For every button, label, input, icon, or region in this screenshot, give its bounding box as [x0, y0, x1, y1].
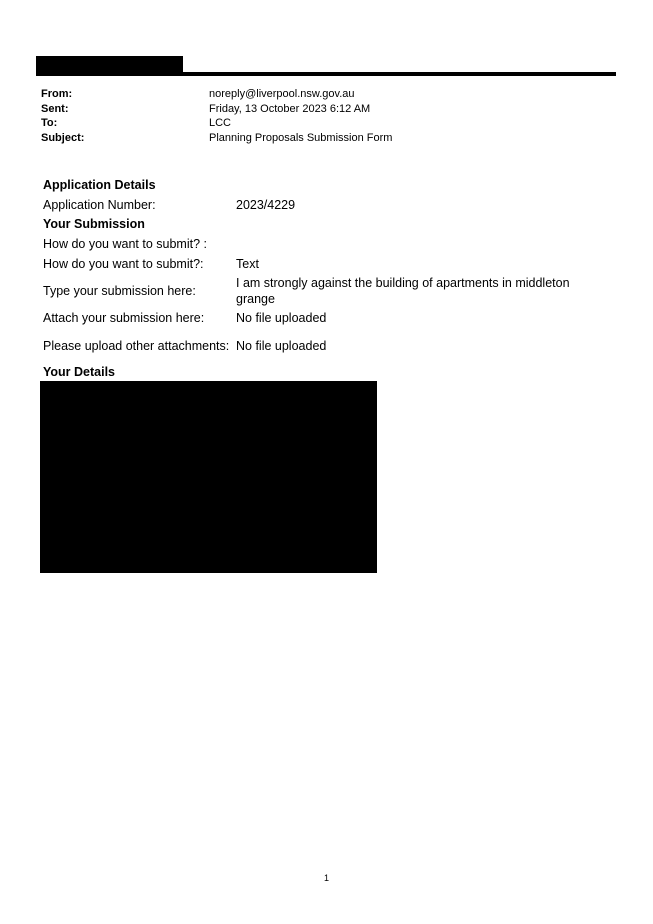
- how-submit-value-2: Text: [236, 256, 259, 271]
- to-value: LCC: [209, 117, 232, 130]
- type-submission-value: I am strongly against the building of apartments in middleton grange: [236, 276, 570, 306]
- subject-row: [41, 131, 601, 146]
- application-number-label: Application Number:: [43, 198, 156, 213]
- sent-label: Sent:: [41, 102, 69, 115]
- application-number-value: 2023/4229: [236, 198, 296, 213]
- your-details-heading: Your Details: [43, 365, 116, 379]
- application-number-row: [43, 196, 603, 216]
- how-submit-row-2: [43, 254, 603, 274]
- from-label: From:: [41, 88, 73, 100]
- sent-row: [41, 102, 601, 117]
- how-submit-label-1: How do you want to submit? :: [43, 237, 207, 252]
- submission-form: [43, 176, 603, 383]
- attach-submission-value: No file uploaded: [236, 311, 327, 326]
- to-label: To:: [41, 117, 58, 130]
- upload-other-value: No file uploaded: [236, 338, 327, 353]
- redacted-block-details: [40, 381, 377, 573]
- to-row: [41, 116, 601, 131]
- how-submit-row-1: [43, 235, 603, 255]
- from-row: [41, 87, 601, 102]
- email-header: [41, 87, 601, 145]
- upload-other-label: Please upload other attachments:: [43, 338, 230, 353]
- your-submission-heading: Your Submission: [43, 217, 145, 231]
- subject-label: Subject:: [41, 131, 85, 144]
- subject-value: Planning Proposals Submission Form: [209, 131, 393, 144]
- page-number: 1: [323, 873, 329, 883]
- sent-value: Friday, 13 October 2023 6:12 AM: [209, 102, 371, 115]
- how-submit-label-2: How do you want to submit?:: [43, 256, 204, 271]
- upload-other-row: [43, 328, 603, 363]
- from-value: noreply@liverpool.nsw.gov.au: [209, 88, 355, 100]
- type-submission-row: [43, 274, 603, 309]
- header-rule: [36, 72, 616, 76]
- type-submission-label: Type your submission here:: [43, 284, 196, 298]
- application-details-heading: Application Details: [43, 178, 156, 192]
- attach-submission-label: Attach your submission here:: [43, 311, 205, 326]
- attach-submission-row: [43, 309, 603, 329]
